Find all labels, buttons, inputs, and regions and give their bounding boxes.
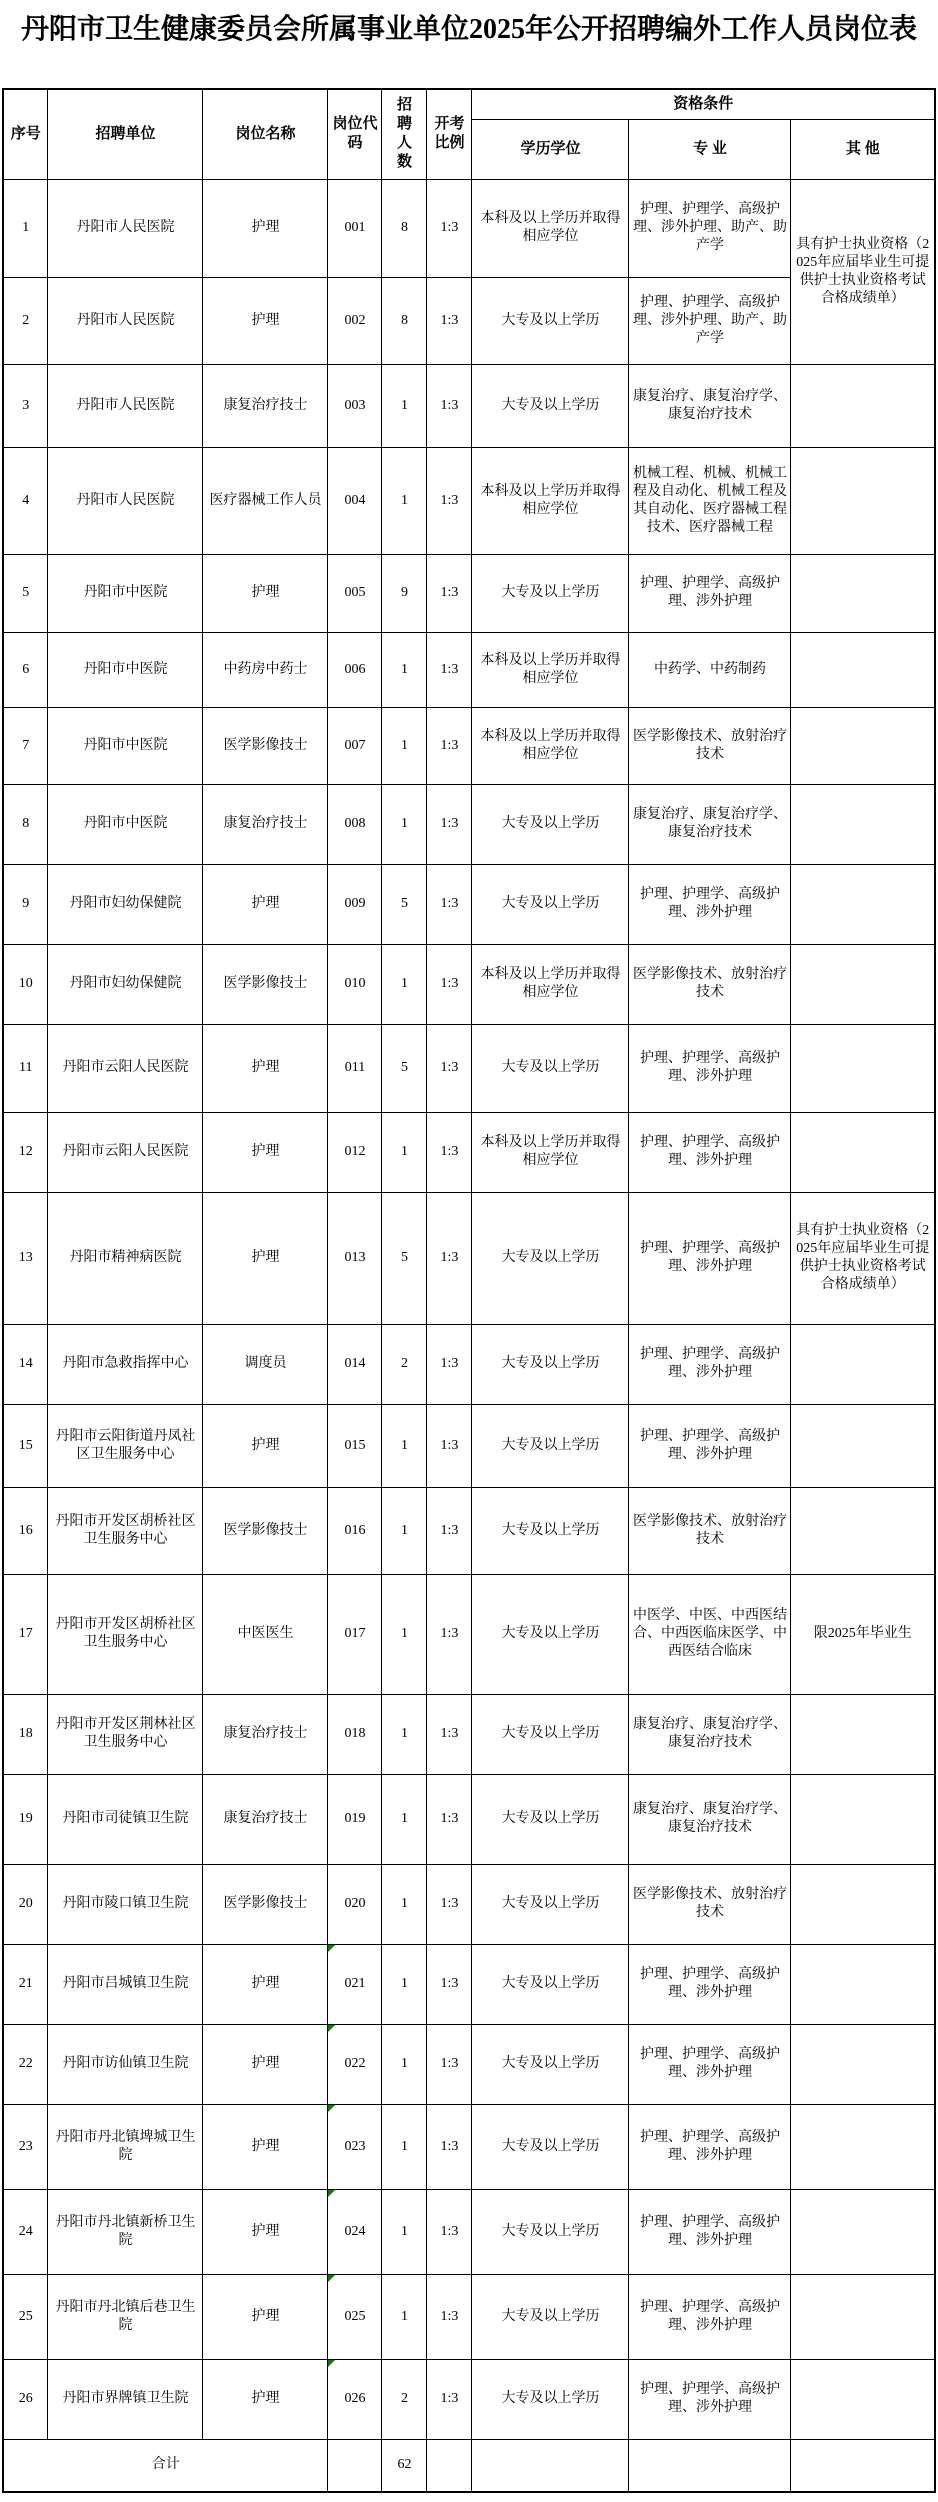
cell-code: 005 [328,554,382,632]
cell-code: 010 [328,944,382,1024]
cell-count: 1 [382,1694,427,1774]
cell-code: 017 [328,1574,382,1694]
cell-no: 12 [3,1112,48,1192]
cell-education: 大专及以上学历 [472,554,629,632]
table-row [3,554,935,632]
cell-other: 限2025年毕业生 [791,1574,935,1694]
cell-education: 大专及以上学历 [472,1574,629,1694]
cell-ratio: 1:3 [427,1192,472,1324]
cell-no: 23 [3,2104,48,2189]
cell-other [791,447,935,554]
cell-education: 大专及以上学历 [472,1774,629,1864]
cell-unit: 丹阳市人民医院 [48,447,203,554]
cell-education: 大专及以上学历 [472,2359,629,2439]
cell-other: 具有护士执业资格（2025年应届毕业生可提供护士执业资格考试合格成绩单） [791,1192,935,1324]
cell-education: 本科及以上学历并取得相应学位 [472,632,629,707]
cell-count: 1 [382,1944,427,2024]
cell-education: 大专及以上学历 [472,2104,629,2189]
cell-count: 2 [382,1324,427,1404]
table-row [3,1944,935,2024]
cell-no: 8 [3,784,48,864]
cell-other [791,1324,935,1404]
cell-education: 大专及以上学历 [472,864,629,944]
cell-unit: 丹阳市丹北镇埤城卫生院 [48,2104,203,2189]
cell-position: 中药房中药士 [203,632,328,707]
cell-education: 本科及以上学历并取得相应学位 [472,179,629,277]
cell-count: 5 [382,864,427,944]
cell-education: 大专及以上学历 [472,1192,629,1324]
total-education-cell [472,2439,629,2492]
cell-unit: 丹阳市人民医院 [48,179,203,277]
cell-unit: 丹阳市中医院 [48,554,203,632]
col-header-count-label: 招聘人数 [396,97,412,171]
cell-other [791,707,935,784]
cell-major: 康复治疗、康复治疗学、康复治疗技术 [629,1774,791,1864]
col-header-other: 其 他 [791,119,935,179]
table-row [3,2274,935,2359]
cell-other [791,1694,935,1774]
cell-position: 护理 [203,2189,328,2274]
table-row [3,1574,935,1694]
cell-major: 护理、护理学、高级护理、涉外护理 [629,864,791,944]
cell-education: 本科及以上学历并取得相应学位 [472,707,629,784]
cell-major: 护理、护理学、高级护理、涉外护理 [629,1324,791,1404]
cell-major: 护理、护理学、高级护理、涉外护理、助产、助产学 [629,277,791,364]
table-row [3,864,935,944]
cell-ratio: 1:3 [427,1694,472,1774]
cell-unit: 丹阳市开发区胡桥社区卫生服务中心 [48,1574,203,1694]
cell-no: 4 [3,447,48,554]
cell-ratio: 1:3 [427,2274,472,2359]
total-other-cell [791,2439,935,2492]
cell-count: 1 [382,707,427,784]
job-positions-table [2,88,936,2493]
cell-other [791,2359,935,2439]
cell-other [791,864,935,944]
green-corner-marker [328,2190,335,2197]
cell-code: 015 [328,1404,382,1487]
cell-major: 护理、护理学、高级护理、涉外护理 [629,1404,791,1487]
cell-code: 018 [328,1694,382,1774]
cell-unit: 丹阳市访仙镇卫生院 [48,2024,203,2104]
table-row [3,2104,935,2189]
cell-other [791,1487,935,1574]
cell-position: 康复治疗技士 [203,784,328,864]
cell-education: 大专及以上学历 [472,1864,629,1944]
cell-major: 护理、护理学、高级护理、涉外护理 [629,1944,791,2024]
col-header-qualification: 资格条件 [472,89,935,119]
cell-position: 康复治疗技士 [203,1694,328,1774]
cell-ratio: 1:3 [427,632,472,707]
cell-ratio: 1:3 [427,2359,472,2439]
cell-other [791,2274,935,2359]
table-row [3,1192,935,1324]
cell-major: 护理、护理学、高级护理、涉外护理 [629,2359,791,2439]
cell-major: 护理、护理学、高级护理、涉外护理 [629,2274,791,2359]
cell-other [791,1404,935,1487]
cell-code: 007 [328,707,382,784]
cell-code: 014 [328,1324,382,1404]
table-row [3,1487,935,1574]
cell-code: 006 [328,632,382,707]
cell-code: 024 [328,2189,382,2274]
cell-major: 护理、护理学、高级护理、涉外护理 [629,2024,791,2104]
cell-count: 9 [382,554,427,632]
cell-unit: 丹阳市开发区胡桥社区卫生服务中心 [48,1487,203,1574]
cell-code: 004 [328,447,382,554]
cell-code: 002 [328,277,382,364]
cell-position: 护理 [203,2274,328,2359]
cell-unit: 丹阳市人民医院 [48,277,203,364]
cell-major: 康复治疗、康复治疗学、康复治疗技术 [629,1694,791,1774]
total-major-cell [629,2439,791,2492]
cell-position: 调度员 [203,1324,328,1404]
table-row [3,364,935,447]
cell-unit: 丹阳市吕城镇卫生院 [48,1944,203,2024]
cell-no: 20 [3,1864,48,1944]
table-row [3,1324,935,1404]
cell-ratio: 1:3 [427,1112,472,1192]
cell-ratio: 1:3 [427,364,472,447]
cell-ratio: 1:3 [427,2189,472,2274]
col-header-no: 序号 [3,89,48,179]
cell-position: 护理 [203,1024,328,1112]
cell-unit: 丹阳市界牌镇卫生院 [48,2359,203,2439]
table-footer [3,2439,935,2492]
cell-position: 护理 [203,179,328,277]
cell-education: 大专及以上学历 [472,1024,629,1112]
cell-other [791,1864,935,1944]
cell-major: 医学影像技术、放射治疗技术 [629,1864,791,1944]
green-corner-marker [328,1945,335,1952]
cell-major: 护理、护理学、高级护理、涉外护理、助产、助产学 [629,179,791,277]
cell-code: 003 [328,364,382,447]
cell-other [791,1944,935,2024]
cell-position: 护理 [203,1112,328,1192]
cell-no: 26 [3,2359,48,2439]
cell-major: 护理、护理学、高级护理、涉外护理 [629,1024,791,1112]
cell-ratio: 1:3 [427,554,472,632]
cell-code: 025 [328,2274,382,2359]
cell-education: 大专及以上学历 [472,1944,629,2024]
cell-other [791,554,935,632]
cell-ratio: 1:3 [427,2104,472,2189]
cell-position: 护理 [203,554,328,632]
cell-other: 具有护士执业资格（2025年应届毕业生可提供护士执业资格考试合格成绩单） [791,179,935,364]
green-corner-marker [328,2025,335,2032]
cell-ratio: 1:3 [427,1024,472,1112]
cell-code: 009 [328,864,382,944]
cell-no: 10 [3,944,48,1024]
cell-ratio: 1:3 [427,1864,472,1944]
cell-ratio: 1:3 [427,944,472,1024]
cell-position: 护理 [203,2104,328,2189]
cell-education: 本科及以上学历并取得相应学位 [472,1112,629,1192]
cell-major: 机械工程、机械、机械工程及自动化、机械工程及其自动化、医疗器械工程技术、医疗器械工程 [629,447,791,554]
cell-no: 19 [3,1774,48,1864]
cell-position: 护理 [203,1192,328,1324]
table-row [3,2024,935,2104]
cell-count: 1 [382,944,427,1024]
cell-count: 1 [382,1404,427,1487]
cell-unit: 丹阳市中医院 [48,707,203,784]
cell-major: 中药学、中药制药 [629,632,791,707]
col-header-education: 学历学位 [472,119,629,179]
cell-code: 011 [328,1024,382,1112]
total-ratio-cell [427,2439,472,2492]
cell-education: 本科及以上学历并取得相应学位 [472,447,629,554]
cell-count: 5 [382,1192,427,1324]
cell-ratio: 1:3 [427,1324,472,1404]
cell-education: 大专及以上学历 [472,2024,629,2104]
cell-position: 康复治疗技士 [203,364,328,447]
cell-ratio: 1:3 [427,447,472,554]
cell-count: 1 [382,632,427,707]
cell-code: 008 [328,784,382,864]
cell-ratio: 1:3 [427,1774,472,1864]
cell-count: 1 [382,2189,427,2274]
cell-count: 1 [382,1112,427,1192]
cell-unit: 丹阳市云阳人民医院 [48,1112,203,1192]
cell-position: 医学影像技士 [203,1487,328,1574]
table-row [3,2189,935,2274]
cell-unit: 丹阳市中医院 [48,784,203,864]
green-corner-marker [328,2275,335,2282]
table-row [3,784,935,864]
cell-code: 022 [328,2024,382,2104]
cell-code: 016 [328,1487,382,1574]
cell-education: 本科及以上学历并取得相应学位 [472,944,629,1024]
cell-education: 大专及以上学历 [472,1487,629,1574]
cell-other [791,1774,935,1864]
cell-unit: 丹阳市急救指挥中心 [48,1324,203,1404]
cell-position: 护理 [203,2359,328,2439]
cell-other [791,2024,935,2104]
cell-code: 023 [328,2104,382,2189]
cell-other [791,2104,935,2189]
cell-code: 001 [328,179,382,277]
cell-education: 大专及以上学历 [472,2274,629,2359]
cell-no: 22 [3,2024,48,2104]
cell-position: 医学影像技士 [203,944,328,1024]
cell-count: 8 [382,277,427,364]
cell-major: 医学影像技术、放射治疗技术 [629,1487,791,1574]
cell-other [791,1024,935,1112]
cell-code: 021 [328,1944,382,2024]
col-header-code: 岗位代码 [328,89,382,179]
table-row [3,944,935,1024]
cell-unit: 丹阳市陵口镇卫生院 [48,1864,203,1944]
table-row [3,1694,935,1774]
cell-no: 14 [3,1324,48,1404]
col-header-major: 专 业 [629,119,791,179]
cell-unit: 丹阳市司徒镇卫生院 [48,1774,203,1864]
cell-education: 大专及以上学历 [472,784,629,864]
cell-count: 1 [382,2274,427,2359]
cell-position: 康复治疗技士 [203,1774,328,1864]
table-row [3,447,935,554]
table-row [3,632,935,707]
cell-position: 中医医生 [203,1574,328,1694]
page-title: 丹阳市卫生健康委员会所属事业单位2025年公开招聘编外工作人员岗位表 [20,14,917,45]
cell-major: 医学影像技术、放射治疗技术 [629,944,791,1024]
cell-major: 护理、护理学、高级护理、涉外护理 [629,1192,791,1324]
cell-count: 1 [382,1864,427,1944]
cell-no: 16 [3,1487,48,1574]
table-row [3,707,935,784]
total-count-cell: 62 [382,2439,427,2492]
cell-code: 026 [328,2359,382,2439]
cell-unit: 丹阳市妇幼保健院 [48,944,203,1024]
cell-unit: 丹阳市丹北镇新桥卫生院 [48,2189,203,2274]
cell-count: 1 [382,1774,427,1864]
cell-position: 医学影像技士 [203,707,328,784]
cell-other [791,364,935,447]
cell-count: 8 [382,179,427,277]
cell-other [791,784,935,864]
cell-unit: 丹阳市云阳人民医院 [48,1024,203,1112]
cell-no: 5 [3,554,48,632]
col-header-unit: 招聘单位 [48,89,203,179]
cell-position: 护理 [203,1404,328,1487]
header-row-1 [3,89,935,119]
table-row [3,1404,935,1487]
cell-no: 9 [3,864,48,944]
cell-code: 012 [328,1112,382,1192]
cell-count: 1 [382,1574,427,1694]
green-corner-marker [328,2360,335,2367]
cell-unit: 丹阳市人民医院 [48,364,203,447]
cell-education: 大专及以上学历 [472,1404,629,1487]
cell-code: 013 [328,1192,382,1324]
cell-count: 5 [382,1024,427,1112]
cell-major: 康复治疗、康复治疗学、康复治疗技术 [629,784,791,864]
cell-ratio: 1:3 [427,179,472,277]
table-row [3,1864,935,1944]
cell-education: 大专及以上学历 [472,1324,629,1404]
cell-ratio: 1:3 [427,1404,472,1487]
cell-no: 17 [3,1574,48,1694]
cell-no: 25 [3,2274,48,2359]
total-label: 合计 [3,2439,328,2492]
table-row [3,1774,935,1864]
col-header-ratio: 开考比例 [427,89,472,179]
cell-ratio: 1:3 [427,2024,472,2104]
total-code-cell [328,2439,382,2492]
cell-unit: 丹阳市丹北镇后巷卫生院 [48,2274,203,2359]
cell-no: 13 [3,1192,48,1324]
table-row [3,2359,935,2439]
cell-ratio: 1:3 [427,707,472,784]
green-corner-marker [328,2105,335,2112]
cell-position: 护理 [203,2024,328,2104]
cell-count: 2 [382,2359,427,2439]
cell-unit: 丹阳市云阳街道丹凤社区卫生服务中心 [48,1404,203,1487]
cell-other [791,1112,935,1192]
cell-position: 护理 [203,864,328,944]
cell-ratio: 1:3 [427,784,472,864]
col-header-count [382,89,427,179]
cell-other [791,944,935,1024]
cell-unit: 丹阳市开发区荆林社区卫生服务中心 [48,1694,203,1774]
cell-position: 医疗器械工作人员 [203,447,328,554]
cell-education: 大专及以上学历 [472,364,629,447]
cell-education: 大专及以上学历 [472,1694,629,1774]
cell-major: 中医学、中医、中西医结合、中西医临床医学、中西医结合临床 [629,1574,791,1694]
cell-position: 护理 [203,1944,328,2024]
cell-no: 11 [3,1024,48,1112]
cell-major: 康复治疗、康复治疗学、康复治疗技术 [629,364,791,447]
cell-count: 1 [382,2104,427,2189]
cell-no: 18 [3,1694,48,1774]
cell-unit: 丹阳市妇幼保健院 [48,864,203,944]
table-header [3,89,935,179]
cell-other [791,632,935,707]
cell-education: 大专及以上学历 [472,2189,629,2274]
cell-no: 1 [3,179,48,277]
table-row [3,1024,935,1112]
cell-education: 大专及以上学历 [472,277,629,364]
table-row [3,179,935,277]
table-body [3,179,935,2439]
cell-count: 1 [382,784,427,864]
cell-ratio: 1:3 [427,1574,472,1694]
cell-code: 019 [328,1774,382,1864]
cell-count: 1 [382,1487,427,1574]
cell-other [791,2189,935,2274]
cell-count: 1 [382,447,427,554]
cell-unit: 丹阳市精神病医院 [48,1192,203,1324]
cell-ratio: 1:3 [427,864,472,944]
cell-major: 护理、护理学、高级护理、涉外护理 [629,2189,791,2274]
cell-count: 1 [382,364,427,447]
cell-ratio: 1:3 [427,277,472,364]
cell-no: 3 [3,364,48,447]
cell-count: 1 [382,2024,427,2104]
cell-no: 24 [3,2189,48,2274]
cell-no: 7 [3,707,48,784]
cell-position: 医学影像技士 [203,1864,328,1944]
total-row [3,2439,935,2492]
cell-code: 020 [328,1864,382,1944]
cell-major: 医学影像技术、放射治疗技术 [629,707,791,784]
cell-position: 护理 [203,277,328,364]
cell-major: 护理、护理学、高级护理、涉外护理 [629,2104,791,2189]
table-row [3,1112,935,1192]
cell-no: 2 [3,277,48,364]
cell-no: 15 [3,1404,48,1487]
cell-major: 护理、护理学、高级护理、涉外护理 [629,554,791,632]
cell-ratio: 1:3 [427,1487,472,1574]
col-header-position: 岗位名称 [203,89,328,179]
cell-no: 6 [3,632,48,707]
cell-ratio: 1:3 [427,1944,472,2024]
cell-unit: 丹阳市中医院 [48,632,203,707]
cell-major: 护理、护理学、高级护理、涉外护理 [629,1112,791,1192]
cell-no: 21 [3,1944,48,2024]
